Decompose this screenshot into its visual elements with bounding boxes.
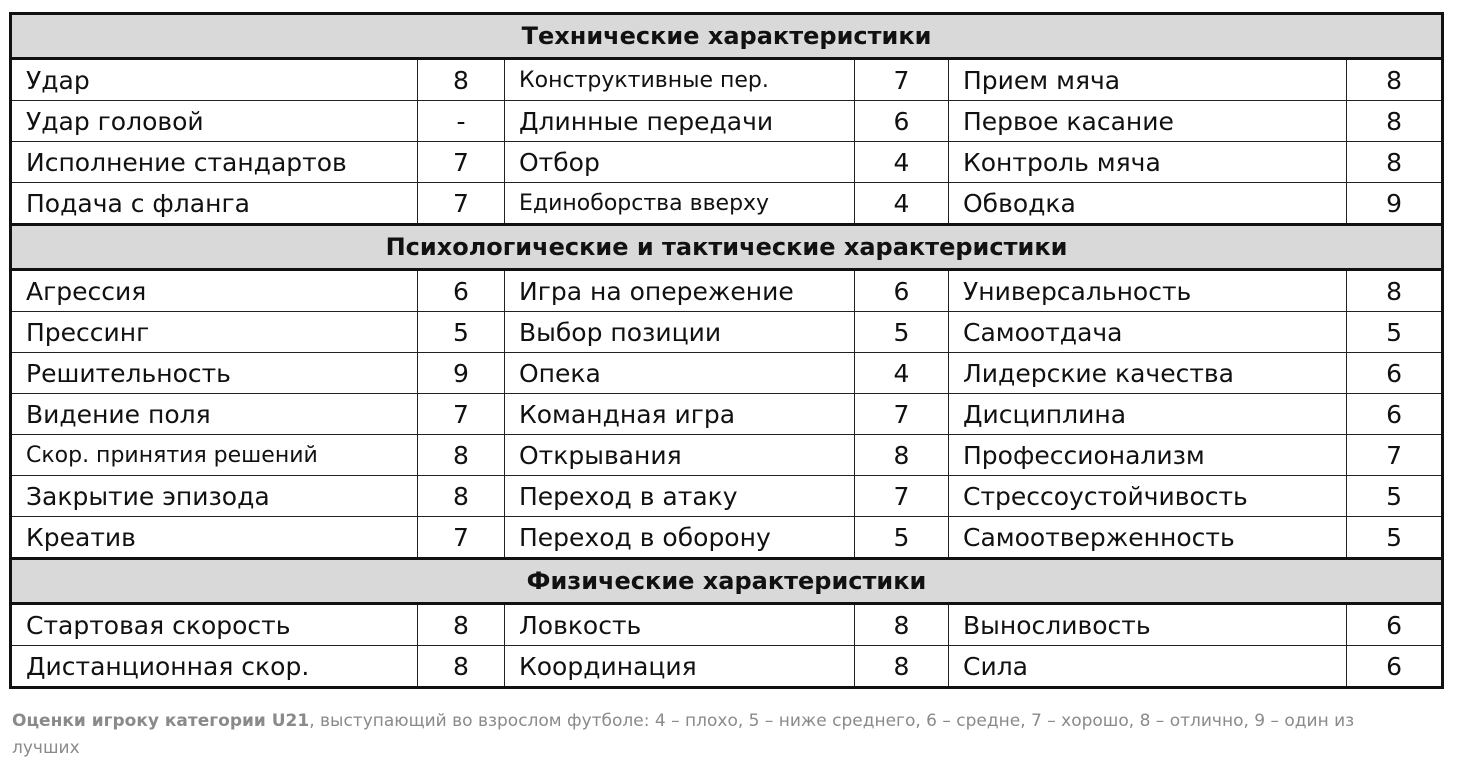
attribute-name: Открывания <box>505 435 855 476</box>
table-row <box>11 353 1443 394</box>
attribute-name: Самоотдача <box>949 312 1347 353</box>
attribute-value: 7 <box>418 183 505 225</box>
attribute-value: 6 <box>1347 394 1443 435</box>
attribute-name: Первое касание <box>949 101 1347 142</box>
attribute-name: Выбор позиции <box>505 312 855 353</box>
attribute-name: Переход в оборону <box>505 517 855 559</box>
attribute-value: 5 <box>855 312 949 353</box>
attribute-value: 7 <box>418 394 505 435</box>
attribute-name: Отбор <box>505 142 855 183</box>
attribute-name: Лидерские качества <box>949 353 1347 394</box>
attribute-name: Командная игра <box>505 394 855 435</box>
section-header-row <box>11 559 1443 604</box>
attribute-name: Видение поля <box>11 394 418 435</box>
attribute-name: Исполнение стандартов <box>11 142 418 183</box>
attribute-value: 8 <box>418 59 505 101</box>
attribute-name: Игра на опережение <box>505 270 855 312</box>
attribute-value: 6 <box>1347 604 1443 646</box>
table-row <box>11 604 1443 646</box>
attribute-name: Стрессоустойчивость <box>949 476 1347 517</box>
attribute-value: 8 <box>855 604 949 646</box>
attribute-value: 8 <box>1347 101 1443 142</box>
attribute-value: 7 <box>855 394 949 435</box>
attribute-name: Стартовая скорость <box>11 604 418 646</box>
attribute-value: 7 <box>418 517 505 559</box>
attribute-value: 6 <box>1347 353 1443 394</box>
attribute-value: 4 <box>855 142 949 183</box>
attribute-value: 8 <box>418 435 505 476</box>
attribute-name: Профессионализм <box>949 435 1347 476</box>
table-row <box>11 142 1443 183</box>
attribute-value: 7 <box>418 142 505 183</box>
attribute-name: Сила <box>949 646 1347 688</box>
attribute-value: 6 <box>418 270 505 312</box>
attribute-name: Переход в атаку <box>505 476 855 517</box>
ratings-table <box>9 12 1444 689</box>
table-row <box>11 270 1443 312</box>
attribute-name: Удар <box>11 59 418 101</box>
section-title: Физические характеристики <box>11 559 1443 604</box>
attribute-name: Агрессия <box>11 270 418 312</box>
attribute-value: 6 <box>1347 646 1443 688</box>
attribute-name: Дисциплина <box>949 394 1347 435</box>
footnote <box>12 708 1422 762</box>
attribute-value: 8 <box>1347 142 1443 183</box>
attribute-name: Ловкость <box>505 604 855 646</box>
section-title: Технические характеристики <box>11 14 1443 59</box>
attribute-name: Универсальность <box>949 270 1347 312</box>
attribute-value: 5 <box>1347 517 1443 559</box>
attribute-value: 8 <box>418 476 505 517</box>
attribute-name: Единоборства вверху <box>505 183 855 225</box>
attribute-value: 9 <box>418 353 505 394</box>
table-row <box>11 517 1443 559</box>
attribute-value: 8 <box>1347 270 1443 312</box>
table-row <box>11 312 1443 353</box>
attribute-value: 9 <box>1347 183 1443 225</box>
table-row <box>11 646 1443 688</box>
attribute-value: 7 <box>1347 435 1443 476</box>
attribute-value: 5 <box>1347 312 1443 353</box>
attribute-name: Прессинг <box>11 312 418 353</box>
attribute-name: Самоотверженность <box>949 517 1347 559</box>
attribute-value: 8 <box>1347 59 1443 101</box>
table-row <box>11 59 1443 101</box>
section-title: Психологические и тактические характеристики <box>11 225 1443 270</box>
attribute-value: 5 <box>855 517 949 559</box>
ratings-table-wrapper <box>9 12 1441 689</box>
attribute-value: 7 <box>855 59 949 101</box>
attribute-name: Дистанционная скор. <box>11 646 418 688</box>
attribute-value: 8 <box>855 646 949 688</box>
attribute-name: Контроль мяча <box>949 142 1347 183</box>
attribute-name: Креатив <box>11 517 418 559</box>
attribute-value: 4 <box>855 353 949 394</box>
attribute-name: Выносливость <box>949 604 1347 646</box>
attribute-name: Закрытие эпизода <box>11 476 418 517</box>
table-row <box>11 435 1443 476</box>
section-header-row <box>11 14 1443 59</box>
attribute-name: Прием мяча <box>949 59 1347 101</box>
attribute-value: 6 <box>855 101 949 142</box>
attribute-name: Скор. принятия решений <box>11 435 418 476</box>
footnote-bold: Оценки игроку категории U21 <box>12 711 310 731</box>
attribute-name: Подача с фланга <box>11 183 418 225</box>
table-row <box>11 476 1443 517</box>
attribute-value: 4 <box>855 183 949 225</box>
attribute-value: 6 <box>855 270 949 312</box>
attribute-value: 8 <box>855 435 949 476</box>
attribute-name: Решительность <box>11 353 418 394</box>
attribute-name: Обводка <box>949 183 1347 225</box>
attribute-value: 8 <box>418 646 505 688</box>
table-row <box>11 101 1443 142</box>
attribute-name: Конструктивные пер. <box>505 59 855 101</box>
section-header-row <box>11 225 1443 270</box>
table-row <box>11 394 1443 435</box>
attribute-value: 8 <box>418 604 505 646</box>
attribute-value: - <box>418 101 505 142</box>
ratings-table-body <box>11 14 1443 688</box>
attribute-name: Удар головой <box>11 101 418 142</box>
attribute-name: Координация <box>505 646 855 688</box>
table-row <box>11 183 1443 225</box>
attribute-name: Длинные передачи <box>505 101 855 142</box>
attribute-value: 5 <box>1347 476 1443 517</box>
attribute-value: 7 <box>855 476 949 517</box>
attribute-name: Опека <box>505 353 855 394</box>
footnote-text: , выступающий во взрослом футболе: 4 – плохо, 5 – ниже среднего, 6 – средне, 7 – хорошо, 8 – отлично, 9 – один из лучших <box>12 711 1355 758</box>
attribute-value: 5 <box>418 312 505 353</box>
